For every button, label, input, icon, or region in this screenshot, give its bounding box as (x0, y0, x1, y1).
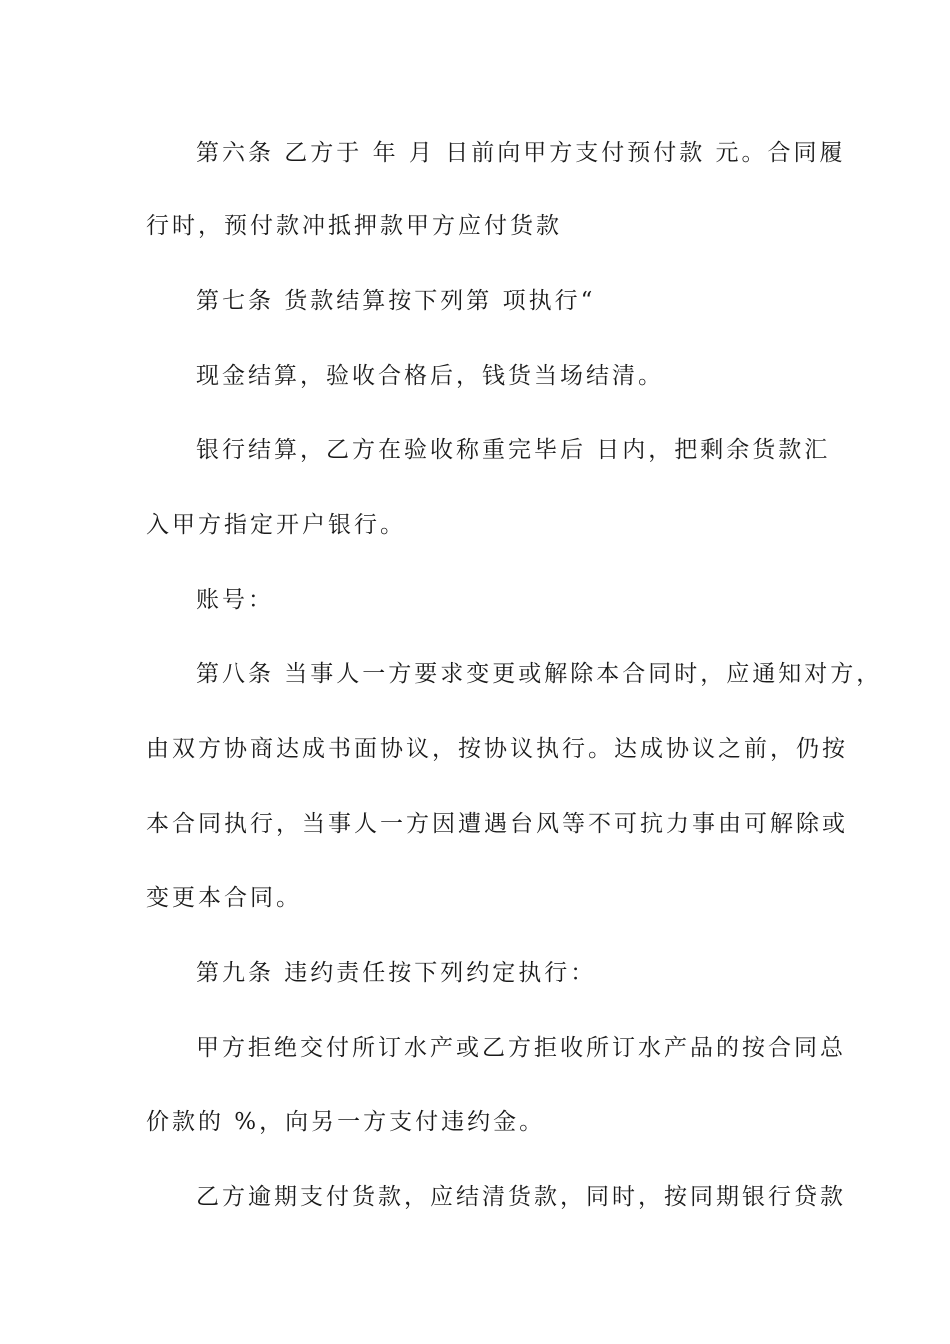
cash-settlement-line: 现金结算，验收合格后，钱货当场结清。 (196, 363, 664, 389)
bank-settlement-line-2: 入甲方指定开户银行。 (146, 512, 406, 538)
article-8-line-3: 本合同执行，当事人一方因遭遇台风等不可抗力事由可解除或 (146, 811, 848, 837)
article-8-line-4: 变更本合同。 (146, 885, 302, 911)
bank-settlement-line-1: 银行结算，乙方在验收称重完毕后 日内，把剩余货款汇 (196, 437, 831, 463)
account-number-line: 账号： (196, 587, 274, 613)
article-6-line-2: 行时，预付款冲抵押款甲方应付货款 (146, 213, 562, 239)
article-8-line-1: 第八条 当事人一方要求变更或解除本合同时，应通知对方， (196, 661, 883, 687)
article-9-line-1: 第九条 违约责任按下列约定执行： (196, 960, 597, 986)
article-8-line-2: 由双方协商达成书面协议，按协议执行。达成协议之前，仍按 (146, 736, 848, 762)
article-9-clause-1-line-1: 甲方拒绝交付所订水产或乙方拒收所订水产品的按合同总 (196, 1035, 846, 1061)
article-9-clause-2-line-1: 乙方逾期支付货款，应结清货款，同时，按同期银行贷款 (196, 1184, 846, 1210)
article-6-line-1: 第六条 乙方于 年 月 日前向甲方支付预付款 元。合同履 (196, 140, 846, 166)
article-7-line-1: 第七条 货款结算按下列第 项执行“ (196, 288, 596, 314)
article-9-clause-1-line-2: 价款的 %，向另一方支付违约金。 (146, 1109, 546, 1135)
